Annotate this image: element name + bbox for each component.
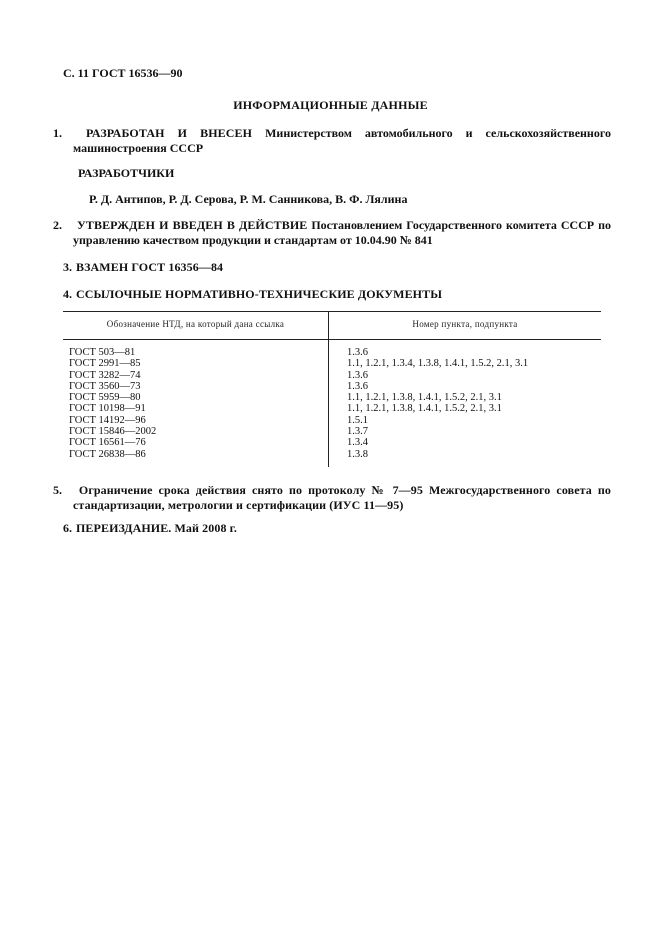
item-4-number: 4. bbox=[63, 287, 72, 301]
table-row bbox=[63, 381, 601, 392]
table-cell-document: ГОСТ 26838—86 bbox=[69, 448, 146, 460]
item-6 bbox=[63, 521, 601, 536]
page-header: С. 11 ГОСТ 16536—90 bbox=[63, 66, 183, 80]
table-cell-document: ГОСТ 16561—76 bbox=[69, 437, 146, 449]
item-6-lead: ПЕРЕИЗДАНИЕ. Май 2008 г. bbox=[76, 521, 237, 535]
table-row bbox=[63, 449, 601, 460]
reference-documents-table bbox=[63, 311, 601, 467]
table-row bbox=[63, 370, 601, 381]
item-5-number: 5. bbox=[53, 483, 62, 497]
table-cell-clause: 1.3.6 bbox=[347, 347, 368, 358]
item-6-number: 6. bbox=[63, 521, 72, 535]
page-title: ИНФОРМАЦИОННЫЕ ДАННЫЕ bbox=[233, 98, 428, 112]
table-cell-document: ГОСТ 5959—80 bbox=[69, 392, 141, 404]
table-header-clause: Номер пункта, подпункта bbox=[412, 319, 518, 329]
item-3-number: 3. bbox=[63, 260, 72, 274]
table-header-rule bbox=[63, 339, 601, 340]
table-cell-clause: 1.3.4 bbox=[347, 437, 368, 449]
table-cell-clause: 1.3.7 bbox=[347, 426, 368, 438]
item-4-lead: ССЫЛОЧНЫЕ НОРМАТИВНО-ТЕХНИЧЕСКИЕ ДОКУМЕНТЫ bbox=[76, 287, 443, 301]
item-1-number: 1. bbox=[53, 126, 62, 140]
table-cell-clause: 1.5.1 bbox=[347, 414, 368, 426]
table-cell-document: ГОСТ 3282—74 bbox=[69, 369, 141, 381]
item-3-lead: ВЗАМЕН ГОСТ 16356—84 bbox=[76, 260, 224, 274]
item-3 bbox=[63, 260, 601, 275]
table-cell-clause: 1.3.6 bbox=[347, 380, 368, 392]
developers-names: Р. Д. Антипов, Р. Д. Серова, Р. М. Санникова, В. Ф. Лялина bbox=[89, 192, 408, 206]
item-5 bbox=[53, 483, 611, 513]
item-4 bbox=[63, 287, 601, 302]
table-row bbox=[63, 426, 601, 437]
table-cell-document: ГОСТ 2991—85 bbox=[69, 358, 141, 370]
item-1 bbox=[53, 126, 611, 156]
developers-label: РАЗРАБОТЧИКИ bbox=[78, 166, 175, 180]
item-2-text: Постановлением Государственного комитета СССР по управлению качеством продукции и стандартам от 10.04.90 № 841 bbox=[73, 218, 612, 247]
item-2-lead: УТВЕРЖДЕН И ВВЕДЕН В ДЕЙСТВИЕ bbox=[76, 218, 308, 232]
table-row bbox=[63, 347, 601, 358]
table-cell-document: ГОСТ 14192—96 bbox=[69, 414, 146, 426]
table-cell-clause: 1.3.8 bbox=[347, 448, 368, 460]
table-cell-clause: 1.1, 1.2.1, 1.3.8, 1.4.1, 1.5.2, 2.1, 3.1 bbox=[347, 392, 502, 404]
item-2 bbox=[53, 218, 612, 248]
table-top-rule bbox=[63, 311, 601, 312]
item-1-text: Министерством автомобильного и сельскохозяйственного машиностроения СССР bbox=[73, 126, 611, 155]
table-cell-document: ГОСТ 10198—91 bbox=[69, 403, 146, 415]
table-cell-clause: 1.1, 1.2.1, 1.3.8, 1.4.1, 1.5.2, 2.1, 3.1 bbox=[347, 403, 502, 415]
item-5-lead: Ограничение срока действия снято по протоколу № 7—95 Межгосударственного совета по стандартизации, метрологии и сертификации (ИУС 11—95) bbox=[73, 483, 611, 512]
table-row bbox=[63, 358, 601, 369]
table-cell-document: ГОСТ 3560—73 bbox=[69, 380, 141, 392]
table-cell-document: ГОСТ 503—81 bbox=[69, 347, 136, 358]
table-cell-clause: 1.1, 1.2.1, 1.3.4, 1.3.8, 1.4.1, 1.5.2, 2.1, 3.1 bbox=[347, 358, 529, 370]
table-row bbox=[63, 415, 601, 426]
table-row bbox=[63, 437, 601, 448]
table-header-document: Обозначение НТД, на который дана ссылка bbox=[106, 319, 285, 329]
table-row bbox=[63, 403, 601, 414]
table-row bbox=[63, 392, 601, 403]
table-cell-document: ГОСТ 15846—2002 bbox=[69, 426, 157, 438]
item-2-number: 2. bbox=[53, 218, 62, 232]
table-cell-clause: 1.3.6 bbox=[347, 369, 368, 381]
table-body bbox=[63, 347, 601, 460]
item-1-lead: РАЗРАБОТАН И ВНЕСЕН bbox=[85, 126, 253, 140]
